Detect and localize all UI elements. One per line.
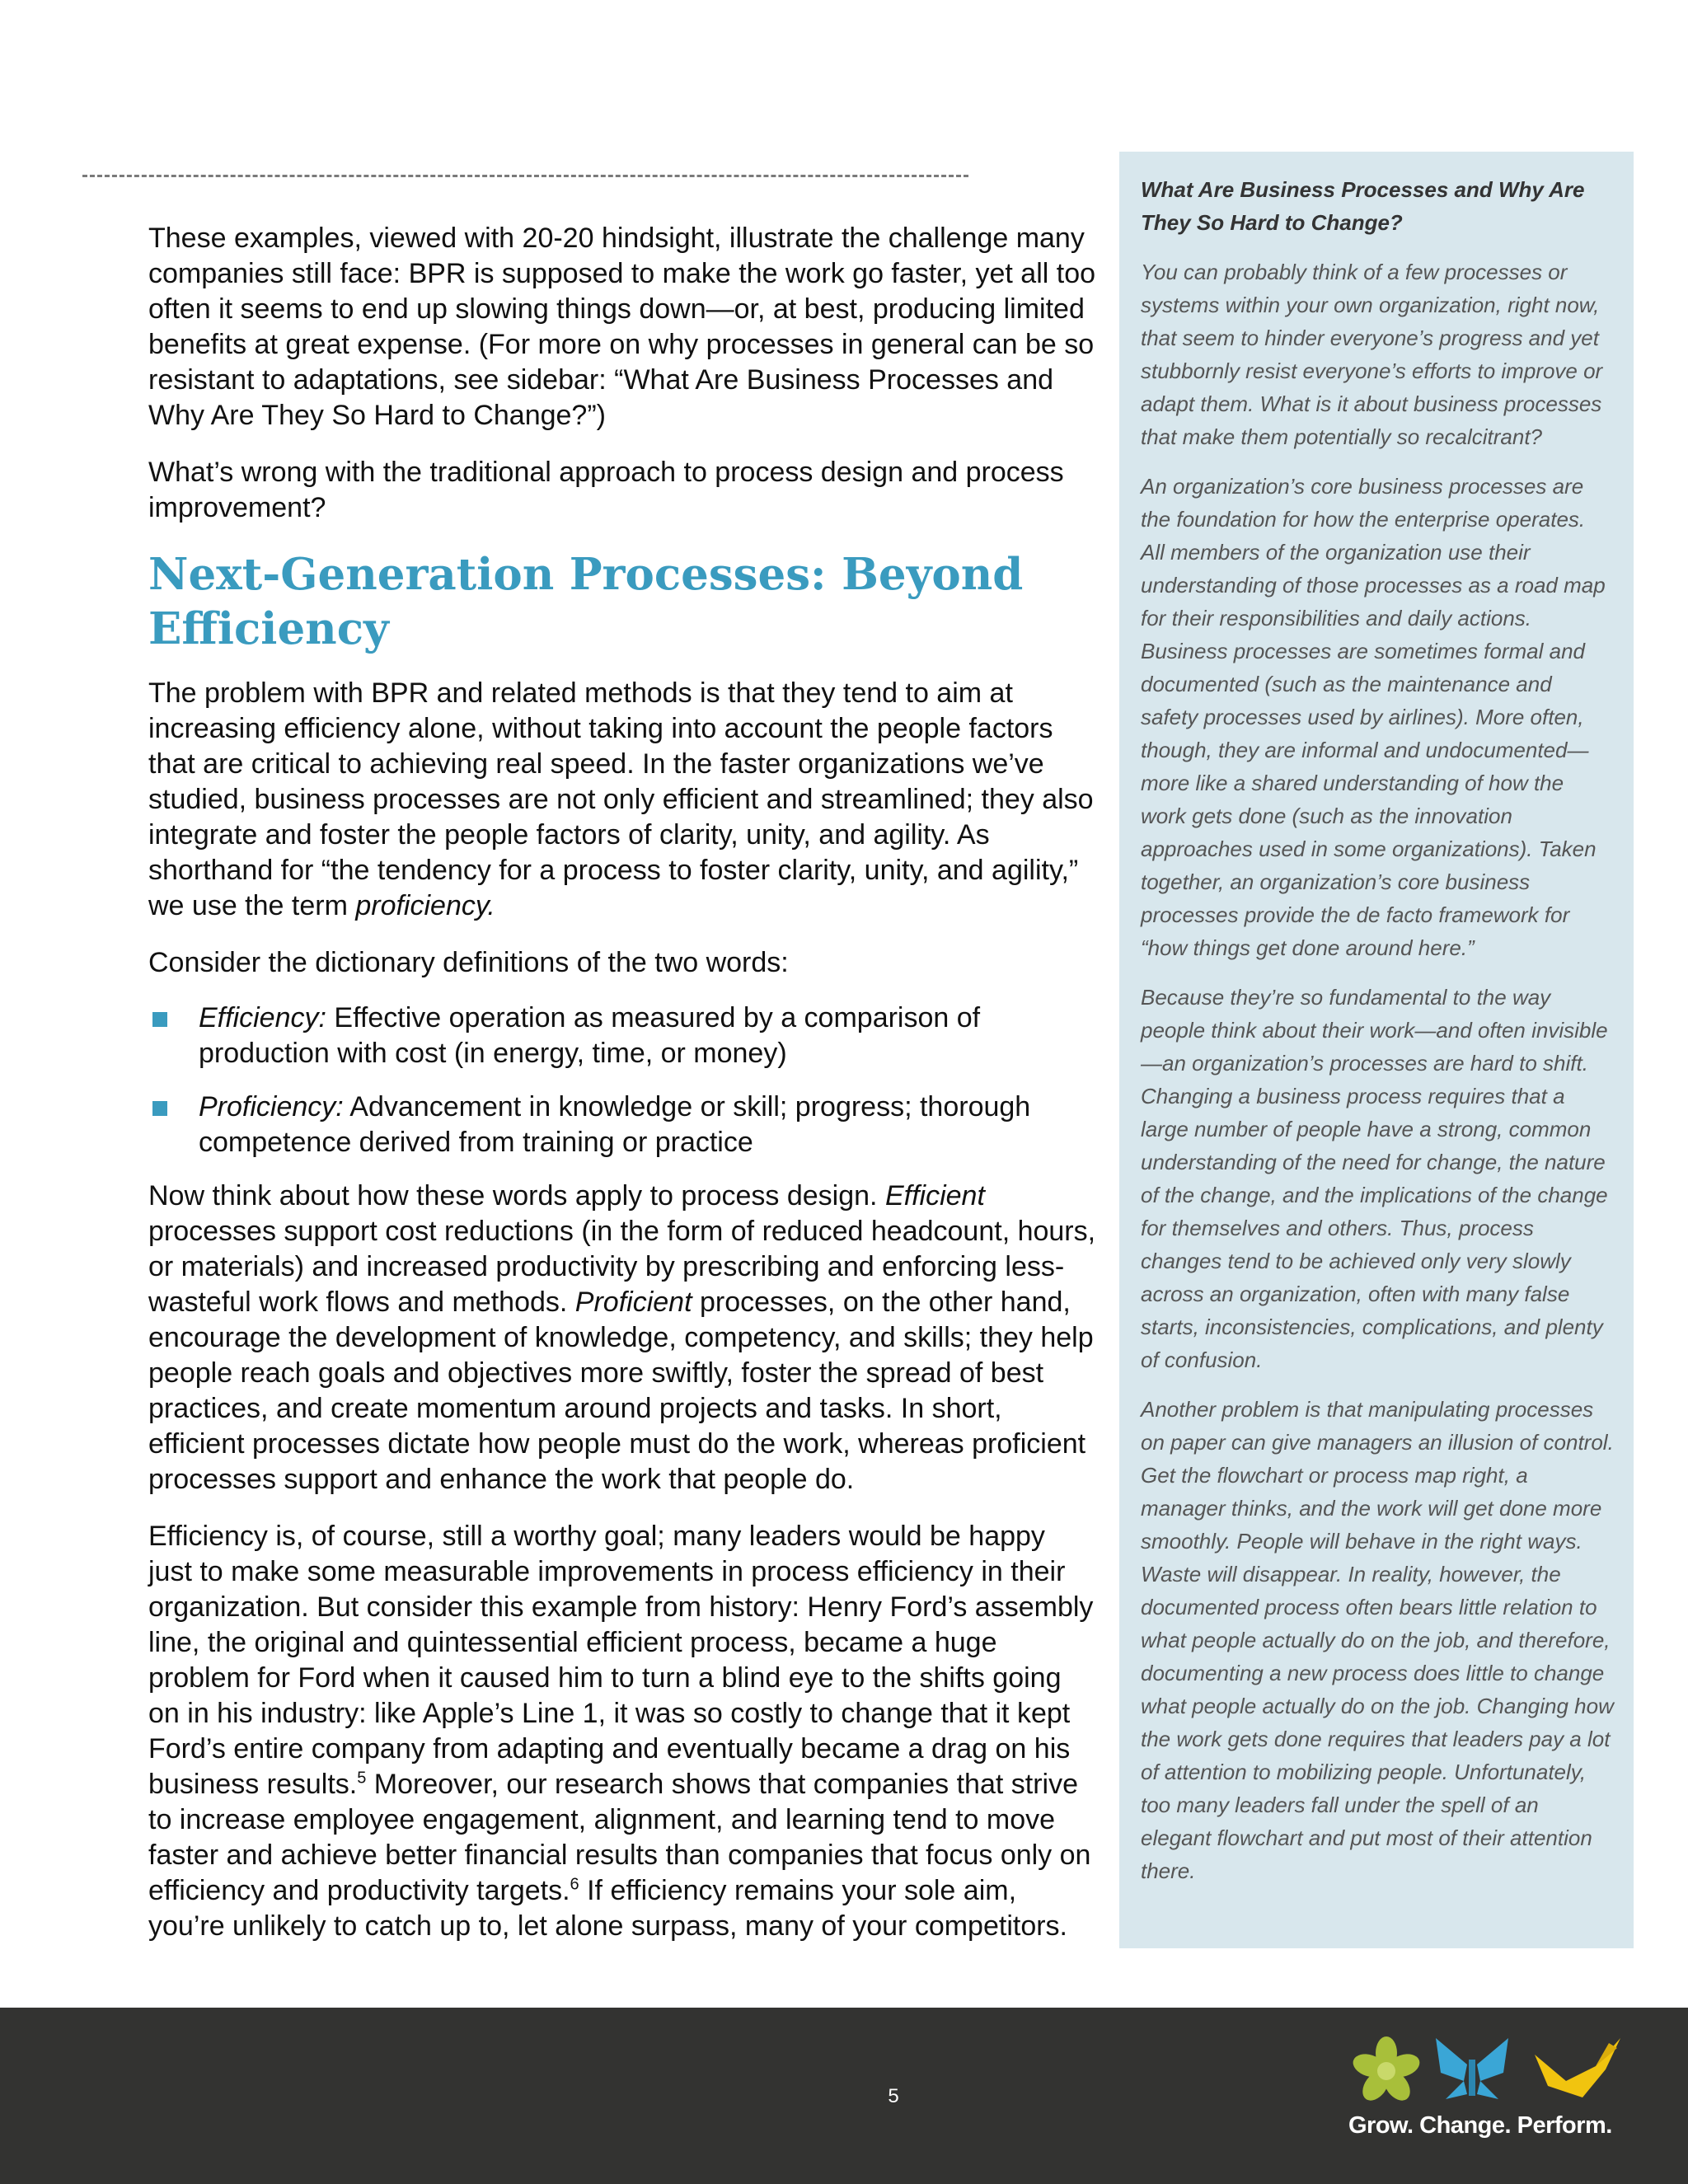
definition-term: Efficiency: [199, 1002, 326, 1033]
sidebar-paragraph: Another problem is that manipulating processes on paper can give managers an illusion of control. Get the flowchart or process map right, a manager thinks, and the work will get done more smoothly. People will behave in the right ways. Waste will disappear. In reality, however, the documented process often bears little relation to what people actually do on the job, and therefore, documenting a new process does little to change what people actually do on the job. Changing how the work gets done requires that leaders pay a lot of attention to mobilizing people. Unfortunately, too many leaders fall under the spell of an elegant flowchart and put most of their attention there. [1141, 1397, 1614, 1883]
footnote-reference: 6 [570, 1875, 579, 1894]
footnote-reference: 5 [357, 1769, 367, 1788]
square-bullet-icon [152, 1101, 167, 1116]
body-paragraph: Consider the dictionary definitions of the two words: [148, 947, 789, 978]
sidebar [1119, 152, 1634, 1948]
body-paragraph [148, 1179, 1096, 1497]
paragraph-text: processes support cost reductions (in the form of reduced headcount, hours, or materials) and increased productivity by prescribing and enforcing less-wasteful work flows and methods. [148, 1216, 1096, 1318]
butterfly-icon [1436, 2038, 1508, 2099]
bird-icon [1535, 2038, 1620, 2097]
paragraph-text: Moreover, our research shows that companies that strive to increase employee engagement, alignment, and learning tend to move faster and achieve better financial results than companies that focus only on efficiency and productivity targets. [148, 1769, 1091, 1906]
emphasized-term: proficiency. [355, 890, 495, 921]
main-column [148, 221, 1096, 1966]
paragraph-text: If efficiency remains your sole aim, you’re unlikely to catch up to, let alone surpass, many of your competitors. [148, 1875, 1067, 1942]
definition-text: Advancement in knowledge or skill; progress; thorough competence derived from training or practice [199, 1091, 1031, 1158]
list-item [148, 1090, 1096, 1160]
sidebar-paragraph: Because they’re so fundamental to the way people think about their work—and often invisible—an organization’s processes are hard to shift. Changing a business process requires that a large number of people have a strong, common understanding of the need for change, the nature of the change, and the implications of the change for themselves and others. Thus, process changes tend to be achieved only very slowly across an organization, often with many false starts, inconsistencies, complications, and plenty of confusion. [1141, 985, 1608, 1372]
paragraph-text: Efficiency is, of course, still a worthy goal; many leaders would be happy just to make some measurable improvements in process efficiency in their organization. But consider this example from history: Henry Ford’s assembly line, the original and quintessential efficient process, became a huge problem for Ford when it caused him to turn a blind eye to the shifts going on in his industry: like Apple’s Line 1, it was so costly to change that it kept Ford’s entire company from adapting and eventually became a drag on his business results. [148, 1521, 1094, 1800]
brand-logo [1343, 2030, 1624, 2112]
page-number: 5 [888, 2085, 899, 2107]
emphasized-term: Proficient [574, 1286, 692, 1318]
sidebar-paragraph: An organization’s core business processes are the foundation for how the enterprise operates. All members of the organization use their understanding of those processes as a road map for their responsibilities and daily actions. Business processes are sometimes formal and documented (such as the maintenance and safety processes used by airlines). More often, though, they are informal and undocumented—more like a shared understanding of how the work gets done (such as the innovation approaches used in some organizations). Taken together, an organization’s core business processes provide the de facto framework for “how things get done around here.” [1141, 474, 1606, 960]
paragraph-text: processes, on the other hand, encourage the development of knowledge, competency, and skills; they help people reach goals and objectives more swiftly, foster the spread of best practices, and create momentum around projects and tasks. In short, efficient processes dictate how people must do the work, whereas proficient processes support and enhance the work that people do. [148, 1286, 1094, 1495]
body-paragraph: What’s wrong with the traditional approach to process design and process improvement? [148, 457, 1064, 523]
body-paragraph: These examples, viewed with 20-20 hindsight, illustrate the challenge many companies still face: BPR is supposed to make the work go faster, yet all too often it seems to end up slowing things down—or, at best, producing limited benefits at great expense. (For more on why processes in general can be so resistant to adaptations, see sidebar: “What Are Business Processes and Why Are They So Hard to Change?”) [148, 223, 1096, 431]
definition-text: Effective operation as measured by a comparison of production with cost (in energy, time, or money) [199, 1002, 981, 1069]
definition-term: Proficiency: [199, 1091, 344, 1122]
flower-icon [1350, 2036, 1423, 2106]
list-item [148, 1001, 1096, 1071]
body-paragraph [148, 1519, 1096, 1944]
emphasized-term: Efficient [884, 1180, 985, 1212]
sidebar-paragraph: You can probably think of a few processes or systems within your own organization, right now, that seem to hinder everyone’s progress and yet stubbornly resist everyone’s efforts to improve or adapt them. What is it about business processes that make them potentially so recalcitrant? [1141, 260, 1603, 449]
dashed-divider [82, 175, 968, 177]
paragraph-text: The problem with BPR and related methods is that they tend to aim at increasing efficiency alone, without taking into account the people factors that are critical to achieving real speed. In the faster organizations we’ve studied, business processes are not only efficient and streamlined; they also integrate and foster the people factors of clarity, unity, and agility. As shorthand for “the tendency for a process to foster clarity, unity, and agility,” we use the term [148, 677, 1094, 921]
definition-list [148, 1001, 1096, 1160]
brand-tagline: Grow. Change. Perform. [1348, 2112, 1612, 2139]
section-heading: Next-Generation Processes: Beyond Efficiency [148, 549, 1024, 654]
square-bullet-icon [152, 1012, 167, 1027]
sidebar-title: What Are Business Processes and Why Are They So Hard to Change? [1141, 177, 1585, 235]
paragraph-text: Now think about how these words apply to process design. [148, 1180, 885, 1212]
body-paragraph [148, 676, 1096, 924]
